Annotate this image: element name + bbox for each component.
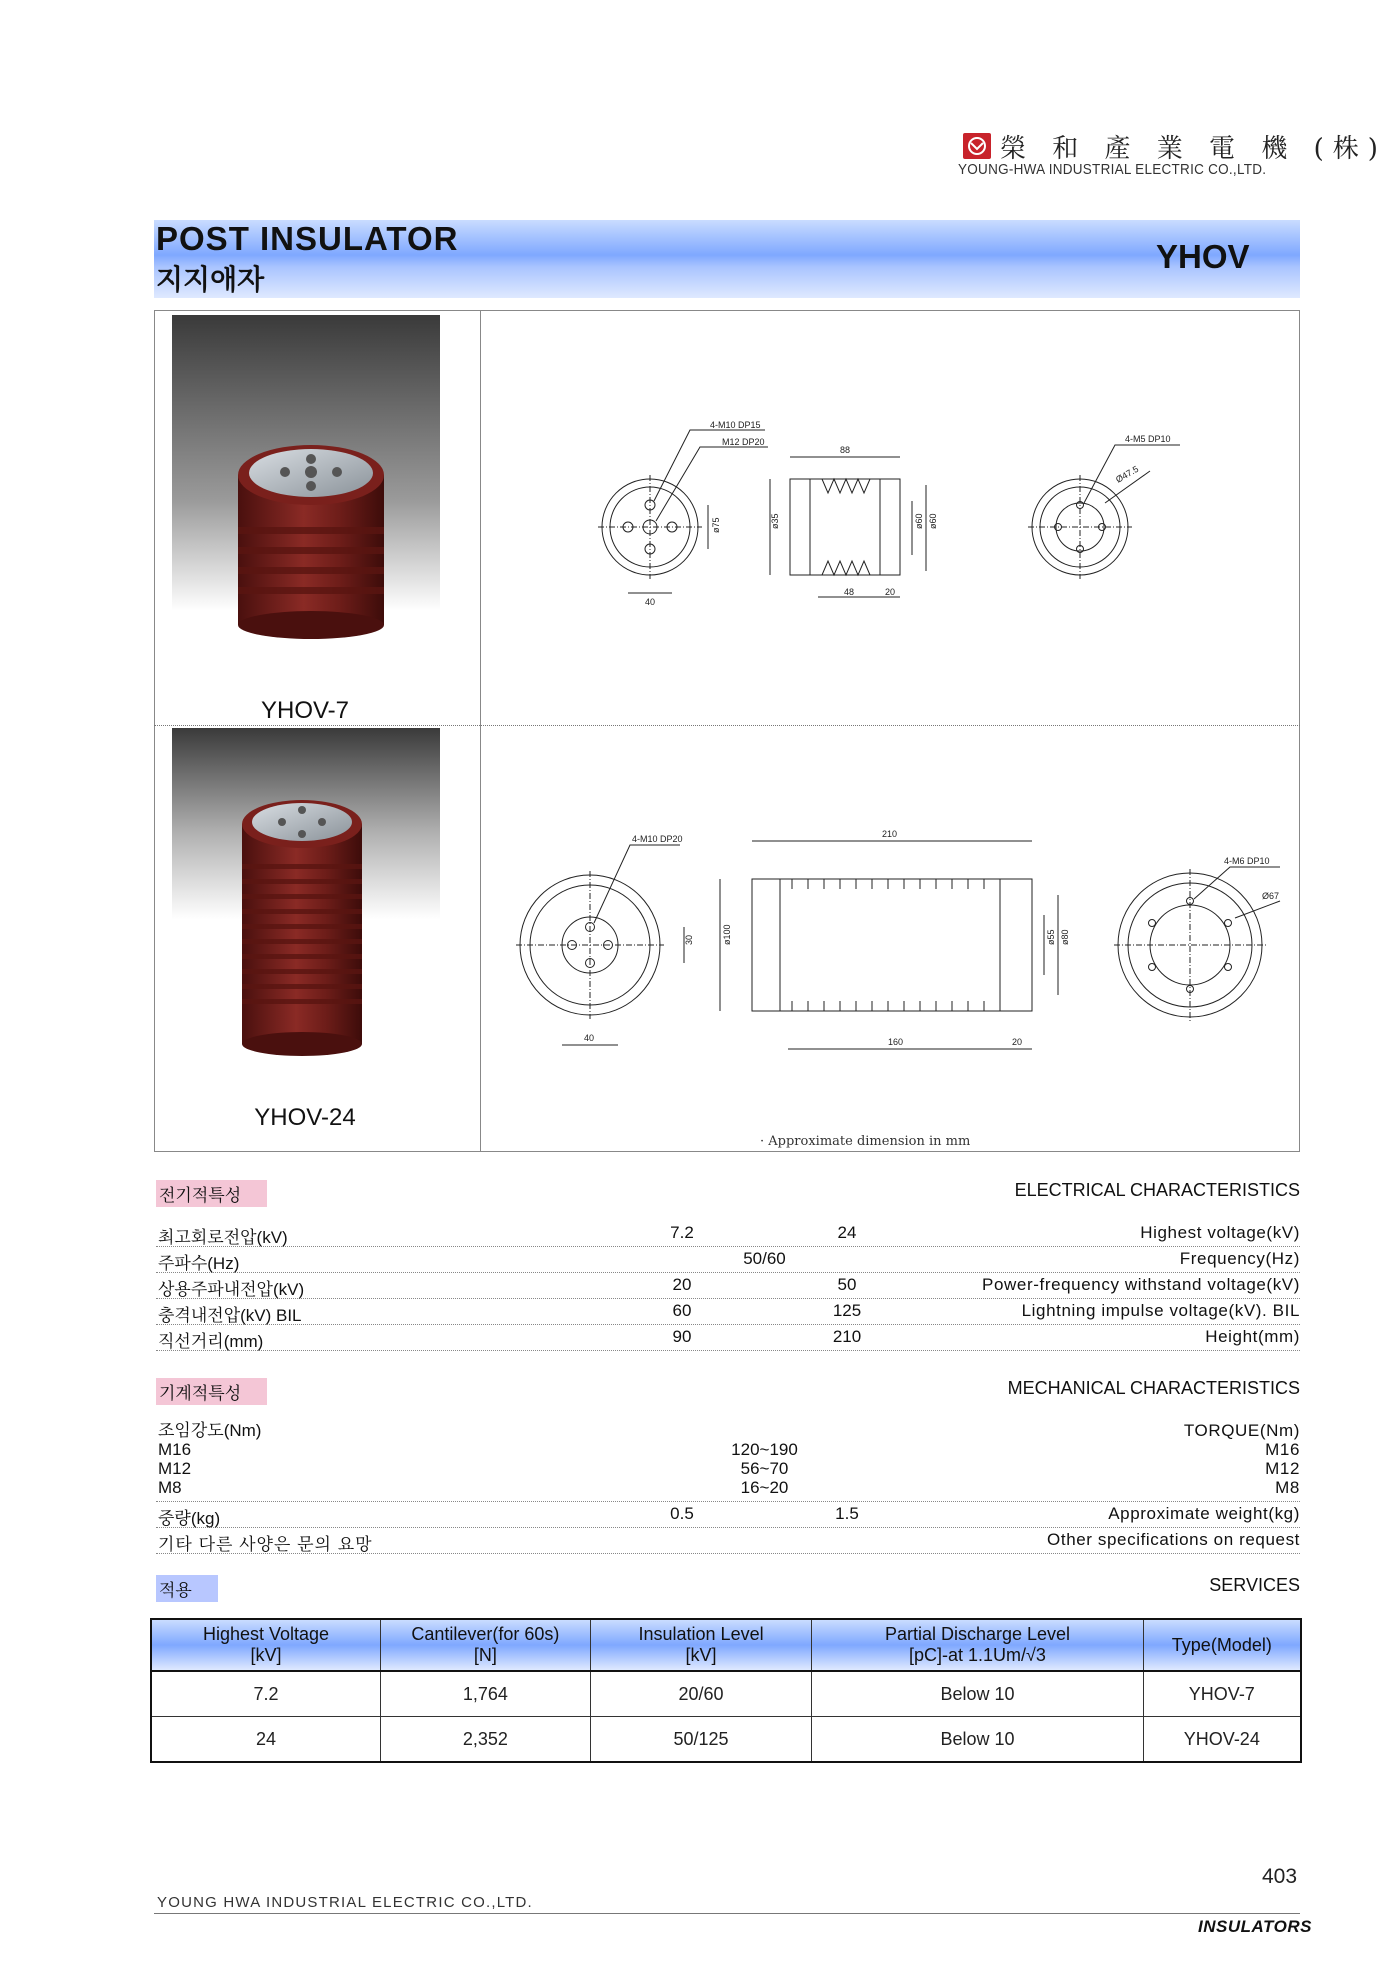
svg-text:Ø67: Ø67 [1262, 891, 1280, 901]
services-table [150, 1618, 1302, 1763]
svg-text:ø75: ø75 [711, 517, 721, 533]
svg-text:20: 20 [1012, 1037, 1023, 1047]
svg-text:4-M6 DP10: 4-M6 DP10 [1224, 856, 1270, 866]
table-header-row [151, 1619, 1301, 1671]
spec-row: 최고회로전압(kV) 7.2 24 Highest voltage(kV) [158, 1223, 1300, 1247]
svg-text:ø80: ø80 [1060, 929, 1070, 945]
photo-caption-yhov-7: YHOV-7 [260, 697, 350, 724]
column-header-type-model: Type(Model) [1143, 1619, 1301, 1671]
company-logo [963, 133, 991, 159]
page-title-korean: 지지애자 [156, 264, 265, 295]
svg-text:88: 88 [840, 445, 851, 455]
column-header-highest-voltage: Highest Voltage [kV] [151, 1619, 381, 1671]
technical-drawing-yhov-7 [590, 415, 1200, 615]
column-header-insulation-level: Insulation Level [kV] [590, 1619, 812, 1671]
svg-text:ø100: ø100 [722, 924, 732, 945]
column-header-partial-discharge: Partial Discharge Level [pC]-at 1.1Um/√3 [812, 1619, 1143, 1671]
table-row: 7.2 1,764 20/60 Below 10 YHOV-7 [151, 1671, 1301, 1717]
model-code: YHOV [1156, 238, 1250, 275]
footer-category: INSULATORS [1198, 1917, 1312, 1936]
drawing1-label-m12: M12 DP20 [722, 437, 765, 447]
spec-row: 직선거리(mm) 90 210 Height(mm) [158, 1327, 1300, 1351]
company-name-english: YOUNG-HWA INDUSTRIAL ELECTRIC CO.,LTD. [958, 161, 1267, 178]
svg-text:Ø47.5: Ø47.5 [1114, 463, 1141, 485]
column-header-cantilever: Cantilever(for 60s) [N] [381, 1619, 591, 1671]
svg-text:ø60: ø60 [914, 513, 924, 529]
svg-text:ø35: ø35 [770, 513, 780, 529]
product-photo-yhov-24 [172, 728, 440, 1076]
svg-text:20: 20 [885, 587, 896, 597]
svg-text:40: 40 [584, 1033, 595, 1043]
company-name-hanja: 榮 和 產 業 電 機 (株) [1000, 134, 1387, 164]
dimension-note: · Approximate dimension in mm [760, 1134, 971, 1149]
svg-text:4-M10 DP20: 4-M10 DP20 [632, 834, 683, 844]
electrical-heading-english: ELECTRICAL CHARACTERISTICS [1014, 1180, 1300, 1200]
mechanical-heading-english: MECHANICAL CHARACTERISTICS [1007, 1378, 1300, 1398]
svg-text:ø55: ø55 [1046, 929, 1056, 945]
torque-row: 조임강도(Nm) TORQUE(Nm) M16 120~190 M16 M12 56~70 M12 M8 16~20 M8 [156, 1421, 1300, 1502]
spec-row: 기타 다른 사양은 문의 요망 Other specifications on request [158, 1530, 1300, 1554]
svg-text:48: 48 [844, 587, 855, 597]
electrical-heading-korean: 전기적특성 [156, 1180, 267, 1207]
svg-text:ø60: ø60 [928, 513, 938, 529]
footer-company: YOUNG HWA INDUSTRIAL ELECTRIC CO.,LTD. [157, 1894, 533, 1911]
services-heading-korean: 적용 [156, 1575, 218, 1602]
technical-drawing-yhov-24 [510, 823, 1290, 1063]
figure-divider-horizontal [154, 725, 1300, 726]
svg-text:30: 30 [684, 934, 694, 945]
spec-row: 상용주파내전압(kV) 20 50 Power-frequency withstand voltage(kV) [158, 1275, 1300, 1299]
figure-divider-vertical [480, 310, 481, 1152]
spec-row: 충격내전압(kV) BIL 60 125 Lightning impulse voltage(kV). BIL [158, 1301, 1300, 1325]
services-heading-english: SERVICES [1209, 1575, 1300, 1595]
footer-divider [154, 1913, 1300, 1914]
svg-text:40: 40 [645, 597, 656, 607]
page-number: 403 [1262, 1865, 1298, 1888]
svg-text:210: 210 [882, 829, 898, 839]
spec-row: 주파수(Hz) 50/60 Frequency(Hz) [158, 1249, 1300, 1273]
svg-text:160: 160 [888, 1037, 904, 1047]
svg-text:4-M5 DP10: 4-M5 DP10 [1125, 434, 1171, 444]
product-photo-yhov-7 [172, 315, 440, 685]
mechanical-heading-korean: 기계적특성 [156, 1378, 267, 1405]
drawing1-label-4m10: 4-M10 DP15 [710, 420, 761, 430]
photo-caption-yhov-24: YHOV-24 [254, 1104, 356, 1131]
spec-row: 중량(kg) 0.5 1.5 Approximate weight(kg) [158, 1504, 1300, 1528]
table-row: 24 2,352 50/125 Below 10 YHOV-24 [151, 1717, 1301, 1763]
page-title-english: POST INSULATOR [156, 220, 459, 257]
